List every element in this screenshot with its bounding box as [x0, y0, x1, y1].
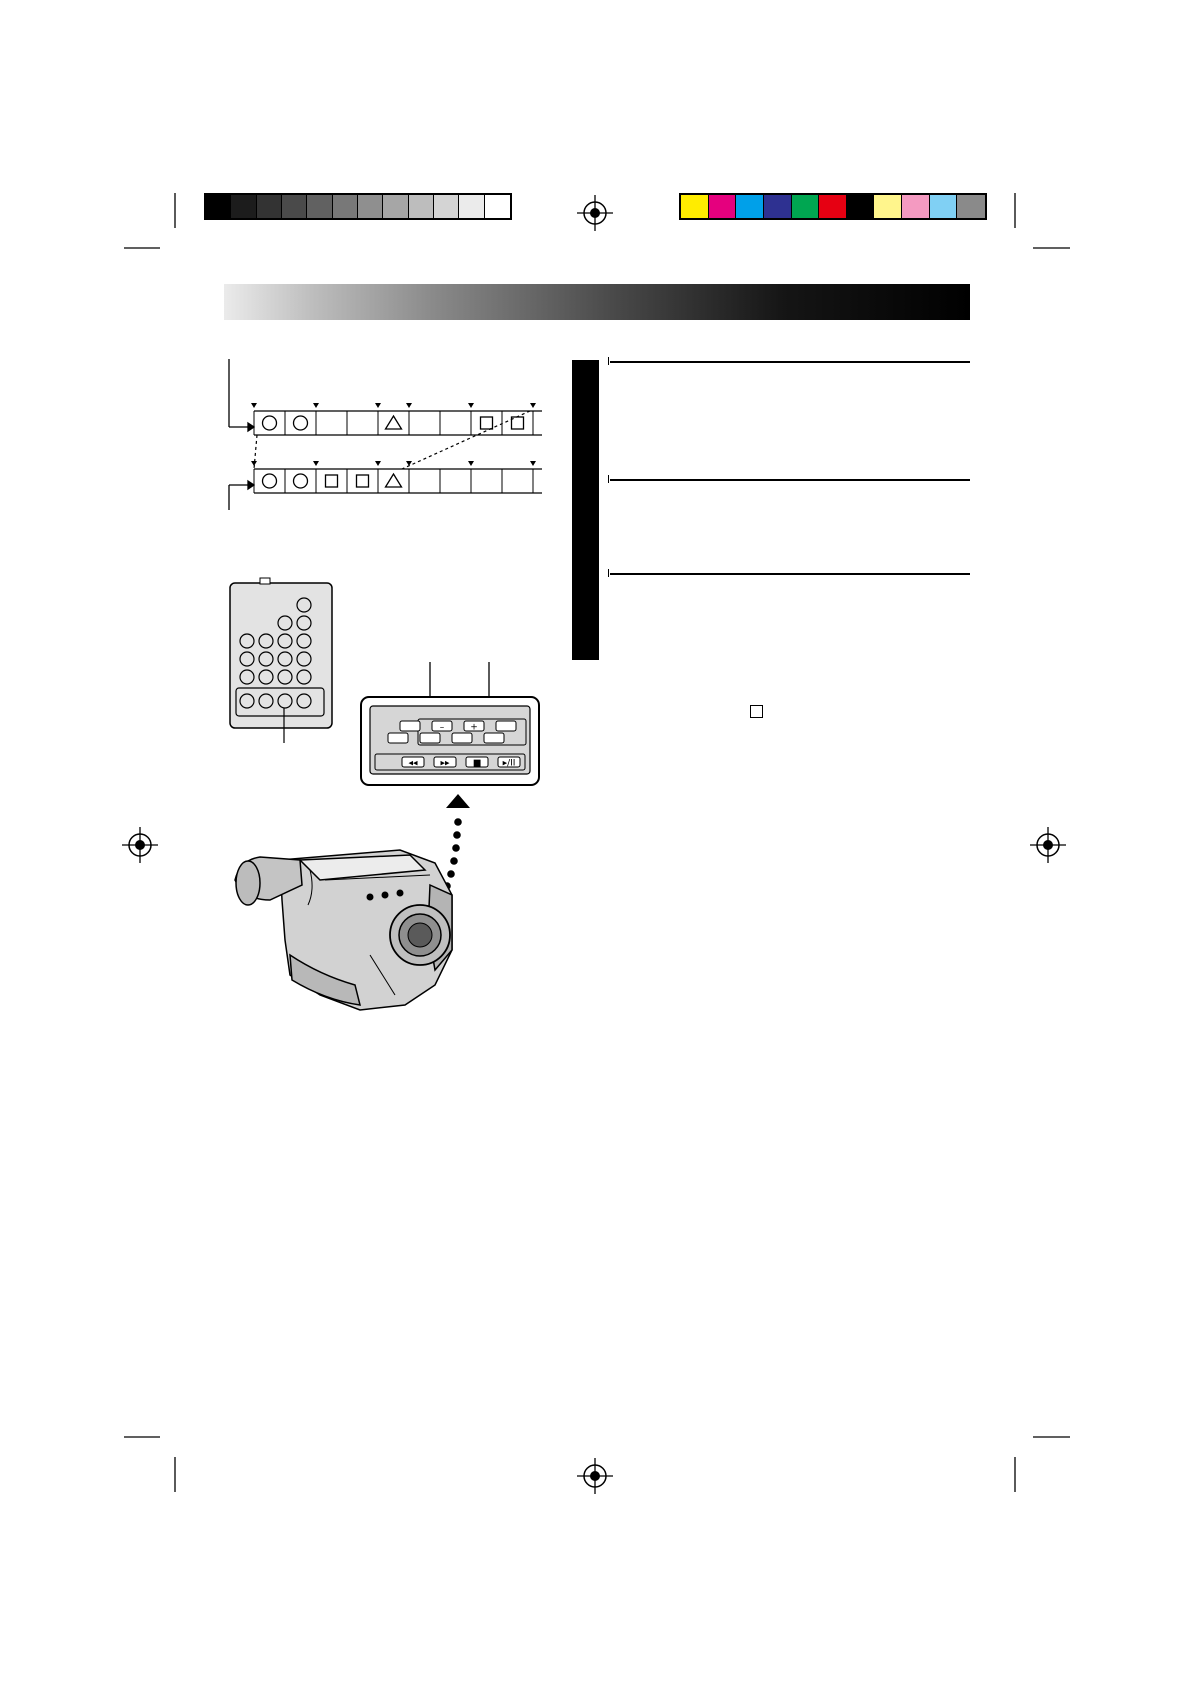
grayscale-swatch: [409, 195, 434, 218]
grayscale-swatch: [282, 195, 307, 218]
color-swatch: [847, 195, 875, 218]
tape-square-symbol: [357, 475, 369, 487]
panel-bottom-button-label: ▸▸: [440, 758, 450, 769]
remote-button: [240, 634, 254, 648]
grayscale-swatch: [434, 195, 459, 218]
registration-mark-right: [1028, 825, 1068, 865]
remote-button: [297, 694, 311, 708]
grayscale-swatch: [333, 195, 358, 218]
panel-mid-button: [388, 733, 408, 743]
remote-button: [278, 670, 292, 684]
tape-circle-symbol: [263, 416, 277, 430]
color-swatch: [736, 195, 764, 218]
remote-button: [297, 598, 311, 612]
symbol-square: [750, 705, 763, 718]
side-tab: [572, 360, 599, 660]
color-swatch: [819, 195, 847, 218]
remote-button: [259, 634, 273, 648]
remote-button: [240, 670, 254, 684]
remote-button: [278, 694, 292, 708]
grayscale-swatch: [307, 195, 332, 218]
remote-button: [297, 616, 311, 630]
remote-button: [240, 694, 254, 708]
grayscale-swatch: [459, 195, 484, 218]
tape-edit-marker: [406, 403, 412, 408]
panel-top-button-label: –: [439, 722, 445, 733]
tape-edit-marker: [375, 403, 381, 408]
tape-circle-symbol: [294, 416, 308, 430]
panel-bottom-button-label: ◂◂: [408, 758, 418, 769]
tape-circle-symbol: [294, 474, 308, 488]
grayscale-swatch: [383, 195, 408, 218]
color-swatch: [709, 195, 737, 218]
grayscale-swatch: [231, 195, 256, 218]
registration-mark-bottom: [575, 1456, 615, 1496]
panel-bottom-button-label: ■: [472, 758, 482, 769]
remote-button: [278, 634, 292, 648]
panel-top-button: [400, 721, 420, 731]
grayscale-swatch: [485, 195, 510, 218]
grayscale-calibration-strip: [204, 193, 512, 220]
grayscale-swatch: [358, 195, 383, 218]
registration-mark-top: [575, 193, 615, 233]
rule-tick: [608, 357, 609, 365]
rule-line: [610, 361, 970, 363]
remote-button: [259, 670, 273, 684]
infrared-dot: [454, 818, 462, 826]
remote-button: [297, 634, 311, 648]
remote-button: [240, 652, 254, 666]
remote-button: [278, 652, 292, 666]
rule-line: [610, 479, 970, 481]
color-calibration-strip: [679, 193, 987, 220]
remote-button: [259, 694, 273, 708]
color-swatch: [792, 195, 820, 218]
tape-square-symbol: [481, 417, 493, 429]
panel-mid-button: [484, 733, 504, 743]
panel-top-button: [496, 721, 516, 731]
grayscale-swatch: [206, 195, 231, 218]
registration-mark-left: [120, 825, 160, 865]
remote-control-illustration: [228, 578, 338, 748]
tape-triangle-symbol: [386, 416, 402, 429]
panel-bottom-button-label: ▸/II: [502, 758, 516, 769]
tape-edit-marker: [468, 403, 474, 408]
color-swatch: [764, 195, 792, 218]
tape-edit-marker: [251, 403, 257, 408]
tape-circle-symbol: [263, 474, 277, 488]
tape-edit-diagram: [222, 355, 552, 515]
color-swatch: [902, 195, 930, 218]
tape-edit-marker: [375, 461, 381, 466]
tape-edit-marker: [313, 461, 319, 466]
remote-button: [259, 652, 273, 666]
tape-edit-marker: [468, 461, 474, 466]
tape-triangle-symbol: [386, 474, 402, 487]
panel-mid-button: [420, 733, 440, 743]
tape-edit-marker: [530, 461, 536, 466]
section-header-bar: [224, 284, 970, 320]
color-swatch: [957, 195, 985, 218]
panel-top-button-label: +: [470, 722, 478, 733]
panel-mid-button: [452, 733, 472, 743]
tape-edit-marker: [530, 403, 536, 408]
grayscale-swatch: [257, 195, 282, 218]
color-swatch: [874, 195, 902, 218]
rule-tick: [608, 569, 609, 577]
tape-square-symbol: [326, 475, 338, 487]
remote-button: [297, 652, 311, 666]
infrared-dot: [453, 831, 461, 839]
remote-button: [278, 616, 292, 630]
color-swatch: [930, 195, 958, 218]
rule-tick: [608, 475, 609, 483]
color-swatch: [681, 195, 709, 218]
camcorder-illustration: [230, 845, 485, 1020]
tape-edit-marker: [313, 403, 319, 408]
remote-button: [297, 670, 311, 684]
rule-line: [610, 573, 970, 575]
